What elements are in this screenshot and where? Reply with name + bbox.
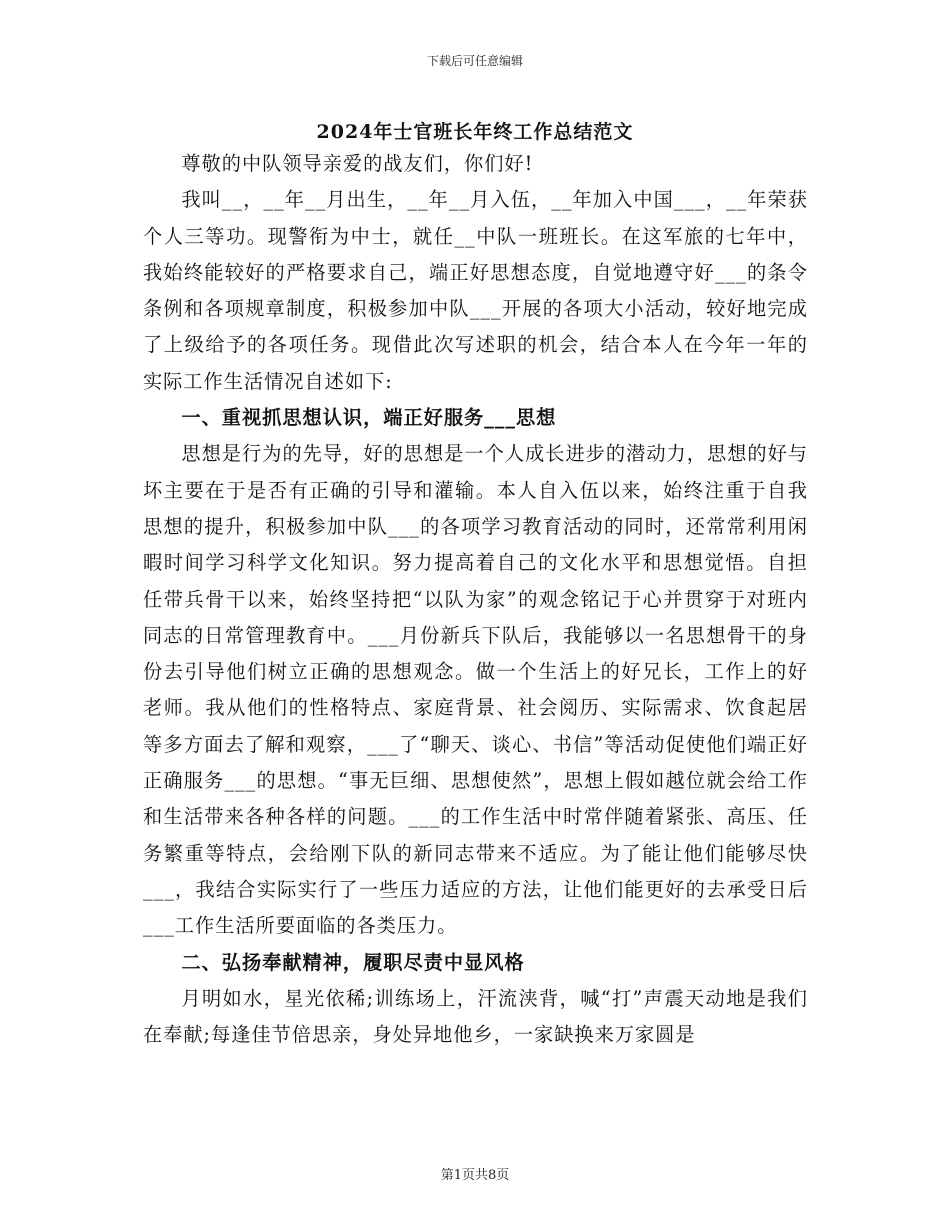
intro-paragraph: 我叫__，__年__月出生，__年__月入伍，__年加入中国___，__年荣获个人三等功。现警衔为中士，就任__中队一班班长。在这军旅的七年中，我始终能较好的严格要求自己，端正好思想态度，自觉地遵守好___的条令条例和各项规章制度，积极参加中队___开展的各项大小活动，较好地完成了上级给予的各项任务。现借此次写述职的机会，结合本人在今年一年的实际工作生活情况自述如下:	[143, 188, 808, 393]
section-2-paragraph: 月明如水，星光依稀;训练场上，汗流浃背，喊“打”声震天动地是我们在奉献;每逢佳节倍思亲，身处异地他乡，一家缺换来万家圆是	[143, 986, 808, 1047]
header-note: 下载后可任意编辑	[426, 54, 523, 68]
section-1-paragraph: 思想是行为的先导，好的思想是一个人成长进步的潜动力，思想的好与坏主要在于是否有正确的引导和灌输。本人自入伍以来，始终注重于自我思想的提升，积极参加中队___的各项学习教育活动的同时，还常常利用闲暇时间学习科学文化知识。努力提高着自己的文化水平和思想觉悟。自担任带兵骨干以来，始终坚持把“以队为家”的观念铭记于心并贯穿于对班内同志的日常管理教育中。___月份新兵下队后，我能够以一名思想骨干的身份去引导他们树立正确的思想观念。做一个生活上的好兄长，工作上的好老师。我从他们的性格特点、家庭背景、社会阅历、实际需求、饮食起居等多方面去了解和观察，___了“聊天、谈心、书信”等活动促使他们端正好正确服务___的思想。“事无巨细、思想使然”，思想上假如越位就会给工作和生活带来各种各样的问题。___的工作生活中时常伴随着紧张、高压、任务繁重等特点，会给刚下队的新同志带来不适应。为了能让他们能够尽快___，我结合实际实行了一些压力适应的方法，让他们能更好的去承受日后___工作生活所要面临的各类压力。	[143, 442, 808, 938]
greeting-paragraph: 尊敬的中队领导亲爱的战友们，你们好!	[181, 152, 534, 175]
document-title: 2024年士官班长年终工作总结范文	[316, 121, 634, 143]
section-1-heading: 一、重视抓思想认识，端正好服务___思想	[181, 406, 557, 430]
page-number-footer: 第1页共8页	[440, 1168, 510, 1183]
section-2-heading: 二、弘扬奉献精神，履职尽责中显风格	[181, 950, 525, 974]
document-body	[143, 146, 808, 1053]
